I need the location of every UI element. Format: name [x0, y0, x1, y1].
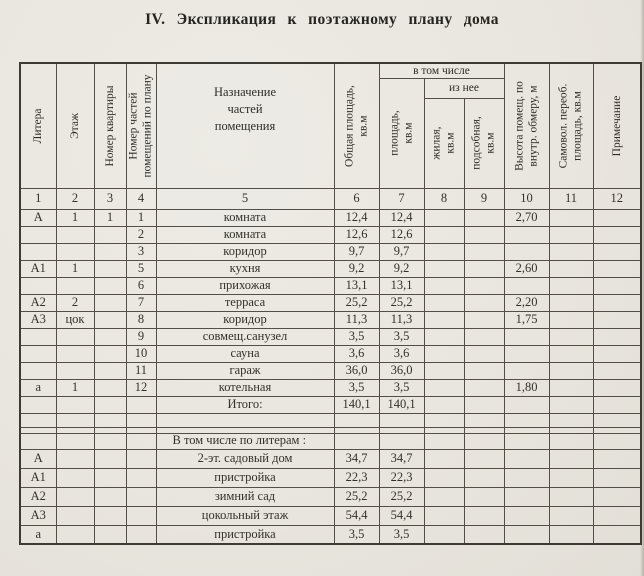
note-cell — [593, 487, 641, 506]
header-area-label: площадь, кв.м — [388, 110, 415, 156]
litera-cell — [20, 345, 56, 362]
page-title: IV. Экспликация к поэтажному плану дома — [145, 11, 499, 28]
litera-cell: а — [20, 525, 56, 544]
table-row — [20, 243, 641, 260]
room-name-cell: сауна — [156, 345, 334, 362]
note-cell — [593, 468, 641, 487]
litera-cell: А — [20, 209, 56, 226]
living-area-cell — [424, 345, 464, 362]
unauthorized-area-cell — [549, 260, 593, 277]
apartment-number-cell — [94, 396, 126, 413]
area-cell: 25,2 — [379, 487, 424, 506]
apartment-number-cell — [94, 311, 126, 328]
unauthorized-area-cell — [549, 468, 593, 487]
room-number-cell — [126, 506, 156, 525]
apartment-number-cell — [94, 379, 126, 396]
area-cell: 25,2 — [379, 294, 424, 311]
floor-cell: 1 — [56, 379, 94, 396]
apartment-number-cell — [94, 277, 126, 294]
note-cell — [593, 379, 641, 396]
column-number: 8 — [424, 188, 464, 209]
living-area-cell — [424, 468, 464, 487]
auxiliary-area-cell — [464, 468, 504, 487]
header-height-label: Высота помещ. по внутр. обмеру, м — [513, 80, 540, 171]
apartment-number-cell — [94, 328, 126, 345]
column-number: 11 — [549, 188, 593, 209]
room-number-cell: 10 — [126, 345, 156, 362]
auxiliary-area-cell — [464, 487, 504, 506]
room-number-cell: 1 — [126, 209, 156, 226]
apartment-number-cell — [94, 260, 126, 277]
living-area-cell — [424, 209, 464, 226]
room-name-cell: совмещ.санузел — [156, 328, 334, 345]
height-cell — [504, 487, 549, 506]
room-name-cell: зимний сад — [156, 487, 334, 506]
table-row — [20, 379, 641, 396]
header-height — [504, 63, 549, 188]
total-area-cell: 9,7 — [334, 243, 379, 260]
header-total-area-label: Общая площадь, кв.м — [343, 84, 370, 167]
apartment-number-cell — [94, 449, 126, 468]
room-number-cell — [126, 525, 156, 544]
table-row — [20, 260, 641, 277]
note-cell — [593, 396, 641, 413]
auxiliary-area-cell — [464, 379, 504, 396]
column-number: 10 — [504, 188, 549, 209]
auxiliary-area-cell — [464, 277, 504, 294]
litera-cell — [20, 396, 56, 413]
room-number-cell: 12 — [126, 379, 156, 396]
unauthorized-area-cell — [549, 226, 593, 243]
room-name-cell: комната — [156, 226, 334, 243]
litera-cell — [20, 328, 56, 345]
room-number-cell — [126, 468, 156, 487]
total-area-cell: 13,1 — [334, 277, 379, 294]
litera-cell — [20, 362, 56, 379]
table-row — [20, 209, 641, 226]
litera-cell — [20, 226, 56, 243]
room-number-cell — [126, 449, 156, 468]
floor-cell — [56, 396, 94, 413]
table-row — [20, 277, 641, 294]
table-row — [20, 311, 641, 328]
area-cell — [379, 433, 424, 449]
room-name-cell: пристройка — [156, 468, 334, 487]
area-cell — [379, 413, 424, 427]
room-number-cell: 7 — [126, 294, 156, 311]
liter-row — [20, 487, 641, 506]
floor-cell — [56, 506, 94, 525]
auxiliary-area-cell — [464, 311, 504, 328]
header-total-area — [334, 63, 379, 188]
room-name-cell: коридор — [156, 311, 334, 328]
room-name-cell: котельная — [156, 379, 334, 396]
apartment-number-cell — [94, 433, 126, 449]
floor-cell — [56, 525, 94, 544]
header-auxiliary-area — [464, 98, 504, 188]
height-cell — [504, 396, 549, 413]
litera-cell: а — [20, 379, 56, 396]
liter-row — [20, 506, 641, 525]
floor-cell — [56, 243, 94, 260]
litera-cell: А2 — [20, 294, 56, 311]
auxiliary-area-cell — [464, 294, 504, 311]
auxiliary-area-cell — [464, 396, 504, 413]
floor-cell — [56, 226, 94, 243]
height-cell — [504, 468, 549, 487]
unauthorized-area-cell — [549, 328, 593, 345]
auxiliary-area-cell — [464, 226, 504, 243]
header-apartment-number-label: Номер квартиры — [103, 85, 116, 167]
height-cell: 2,60 — [504, 260, 549, 277]
column-number: 3 — [94, 188, 126, 209]
empty-row — [20, 413, 641, 427]
auxiliary-area-cell — [464, 506, 504, 525]
height-cell — [504, 226, 549, 243]
header-purpose — [156, 63, 334, 188]
height-cell: 2,20 — [504, 294, 549, 311]
room-number-cell: 2 — [126, 226, 156, 243]
apartment-number-cell — [94, 468, 126, 487]
floor-cell — [56, 468, 94, 487]
height-cell — [504, 525, 549, 544]
note-cell — [593, 311, 641, 328]
table-row — [20, 226, 641, 243]
liter-row — [20, 468, 641, 487]
floor-cell — [56, 433, 94, 449]
room-name-cell: коридор — [156, 243, 334, 260]
auxiliary-area-cell — [464, 413, 504, 427]
height-cell: 1,80 — [504, 379, 549, 396]
total-area-cell — [334, 413, 379, 427]
total-area-cell: 3,5 — [334, 328, 379, 345]
area-cell: 36,0 — [379, 362, 424, 379]
total-area-cell: 140,1 — [334, 396, 379, 413]
apartment-number-cell — [94, 413, 126, 427]
litera-cell — [20, 277, 56, 294]
room-name-cell: цокольный этаж — [156, 506, 334, 525]
area-cell: 12,6 — [379, 226, 424, 243]
floor-cell — [56, 277, 94, 294]
totals-row — [20, 396, 641, 413]
room-name-cell: терраса — [156, 294, 334, 311]
area-cell: 3,5 — [379, 525, 424, 544]
apartment-number-cell — [94, 345, 126, 362]
note-cell — [593, 433, 641, 449]
column-number: 5 — [156, 188, 334, 209]
unauthorized-area-cell — [549, 487, 593, 506]
room-name-cell — [156, 413, 334, 427]
note-cell — [593, 449, 641, 468]
unauthorized-area-cell — [549, 525, 593, 544]
note-cell — [593, 277, 641, 294]
section-label-cell: В том числе по литерам : — [156, 433, 334, 449]
unauthorized-area-cell — [549, 209, 593, 226]
column-number: 12 — [593, 188, 641, 209]
height-cell — [504, 328, 549, 345]
header-unauthorized-label: Самовол. переоб. площадь, кв.м — [557, 83, 584, 169]
living-area-cell — [424, 362, 464, 379]
apartment-number-cell — [94, 506, 126, 525]
living-area-cell — [424, 260, 464, 277]
litera-cell — [20, 433, 56, 449]
litera-cell: А3 — [20, 506, 56, 525]
note-cell — [593, 294, 641, 311]
header-including-group: в том числе — [379, 63, 504, 78]
floor-cell — [56, 362, 94, 379]
table-row — [20, 294, 641, 311]
note-cell — [593, 260, 641, 277]
room-number-cell: 5 — [126, 260, 156, 277]
apartment-number-cell — [94, 226, 126, 243]
header-of-which-group: из нее — [424, 78, 504, 98]
floor-cell: цок — [56, 311, 94, 328]
total-area-cell: 12,6 — [334, 226, 379, 243]
room-name-cell: кухня — [156, 260, 334, 277]
table-row — [20, 328, 641, 345]
room-number-cell: 8 — [126, 311, 156, 328]
header-note-label: Примечание — [610, 95, 623, 157]
room-number-cell — [126, 433, 156, 449]
note-cell — [593, 413, 641, 427]
area-cell: 3,5 — [379, 328, 424, 345]
auxiliary-area-cell — [464, 209, 504, 226]
auxiliary-area-cell — [464, 525, 504, 544]
litera-cell: А — [20, 449, 56, 468]
living-area-cell — [424, 433, 464, 449]
header-room-number — [126, 63, 156, 188]
living-area-cell — [424, 413, 464, 427]
total-area-cell: 25,2 — [334, 294, 379, 311]
height-cell — [504, 243, 549, 260]
header-unauthorized — [549, 63, 593, 188]
column-number: 7 — [379, 188, 424, 209]
litera-cell: А3 — [20, 311, 56, 328]
header-litera-label: Литера — [32, 108, 45, 144]
header-area — [379, 78, 424, 188]
height-cell: 1,75 — [504, 311, 549, 328]
room-name-cell: гараж — [156, 362, 334, 379]
header-living-area — [424, 98, 464, 188]
living-area-cell — [424, 449, 464, 468]
floor-cell — [56, 413, 94, 427]
unauthorized-area-cell — [549, 506, 593, 525]
area-cell: 9,7 — [379, 243, 424, 260]
note-cell — [593, 243, 641, 260]
unauthorized-area-cell — [549, 294, 593, 311]
litera-cell: А1 — [20, 468, 56, 487]
total-area-cell: 54,4 — [334, 506, 379, 525]
floor-cell: 2 — [56, 294, 94, 311]
note-cell — [593, 209, 641, 226]
room-number-cell — [126, 396, 156, 413]
table-header — [20, 63, 641, 188]
total-area-cell: 34,7 — [334, 449, 379, 468]
height-cell — [504, 413, 549, 427]
room-name-cell: пристройка — [156, 525, 334, 544]
living-area-cell — [424, 243, 464, 260]
auxiliary-area-cell — [464, 362, 504, 379]
height-cell — [504, 433, 549, 449]
unauthorized-area-cell — [549, 413, 593, 427]
living-area-cell — [424, 328, 464, 345]
living-area-cell — [424, 277, 464, 294]
header-apartment-number — [94, 63, 126, 188]
unauthorized-area-cell — [549, 362, 593, 379]
apartment-number-cell — [94, 294, 126, 311]
living-area-cell — [424, 379, 464, 396]
area-cell: 3,5 — [379, 379, 424, 396]
apartment-number-cell: 1 — [94, 209, 126, 226]
area-cell: 9,2 — [379, 260, 424, 277]
unauthorized-area-cell — [549, 396, 593, 413]
table-row — [20, 345, 641, 362]
apartment-number-cell — [94, 525, 126, 544]
unauthorized-area-cell — [549, 433, 593, 449]
height-cell — [504, 277, 549, 294]
column-number: 2 — [56, 188, 94, 209]
column-number: 9 — [464, 188, 504, 209]
note-cell — [593, 226, 641, 243]
living-area-cell — [424, 294, 464, 311]
total-area-cell: 3,6 — [334, 345, 379, 362]
room-number-cell: 11 — [126, 362, 156, 379]
litera-cell — [20, 413, 56, 427]
floor-cell — [56, 449, 94, 468]
floor-cell: 1 — [56, 209, 94, 226]
room-name-cell: 2-эт. садовый дом — [156, 449, 334, 468]
header-row-1 — [20, 63, 641, 78]
room-number-cell — [126, 413, 156, 427]
note-cell — [593, 525, 641, 544]
unauthorized-area-cell — [549, 379, 593, 396]
header-note — [593, 63, 641, 188]
height-cell — [504, 506, 549, 525]
room-name-cell: прихожая — [156, 277, 334, 294]
total-area-cell: 3,5 — [334, 525, 379, 544]
area-cell: 140,1 — [379, 396, 424, 413]
unauthorized-area-cell — [549, 243, 593, 260]
living-area-cell — [424, 311, 464, 328]
note-cell — [593, 328, 641, 345]
height-cell — [504, 449, 549, 468]
auxiliary-area-cell — [464, 433, 504, 449]
total-area-cell: 36,0 — [334, 362, 379, 379]
total-area-cell: 22,3 — [334, 468, 379, 487]
header-floor-label: Этаж — [68, 112, 81, 139]
area-cell: 12,4 — [379, 209, 424, 226]
explication-table — [19, 62, 642, 545]
header-purpose-label: Назначение частей помещения — [213, 85, 276, 133]
apartment-number-cell — [94, 243, 126, 260]
area-cell: 22,3 — [379, 468, 424, 487]
header-auxiliary-area-label: подсобная, кв.м — [470, 116, 497, 170]
liter-row — [20, 449, 641, 468]
header-room-number-label: Номер частей помещений по плану — [127, 74, 154, 178]
table-row — [20, 362, 641, 379]
auxiliary-area-cell — [464, 260, 504, 277]
living-area-cell — [424, 487, 464, 506]
area-cell: 34,7 — [379, 449, 424, 468]
header-living-area-label: жилая, кв.м — [430, 126, 457, 160]
litera-cell — [20, 243, 56, 260]
unauthorized-area-cell — [549, 311, 593, 328]
height-cell — [504, 345, 549, 362]
total-area-cell: 12,4 — [334, 209, 379, 226]
height-cell: 2,70 — [504, 209, 549, 226]
note-cell — [593, 506, 641, 525]
auxiliary-area-cell — [464, 328, 504, 345]
table-body — [20, 188, 641, 544]
note-cell — [593, 362, 641, 379]
living-area-cell — [424, 506, 464, 525]
room-number-cell — [126, 487, 156, 506]
total-area-cell: 11,3 — [334, 311, 379, 328]
section-label-row — [20, 433, 641, 449]
total-area-cell: 9,2 — [334, 260, 379, 277]
area-cell: 11,3 — [379, 311, 424, 328]
auxiliary-area-cell — [464, 449, 504, 468]
column-number: 6 — [334, 188, 379, 209]
auxiliary-area-cell — [464, 243, 504, 260]
litera-cell: А2 — [20, 487, 56, 506]
auxiliary-area-cell — [464, 345, 504, 362]
unauthorized-area-cell — [549, 449, 593, 468]
column-number: 1 — [20, 188, 56, 209]
living-area-cell — [424, 226, 464, 243]
living-area-cell — [424, 525, 464, 544]
apartment-number-cell — [94, 487, 126, 506]
room-number-cell: 9 — [126, 328, 156, 345]
floor-cell — [56, 345, 94, 362]
total-area-cell — [334, 433, 379, 449]
column-number: 4 — [126, 188, 156, 209]
total-area-cell: 3,5 — [334, 379, 379, 396]
scan-edge-artifact — [640, 0, 644, 576]
room-name-cell: комната — [156, 209, 334, 226]
apartment-number-cell — [94, 362, 126, 379]
note-cell — [593, 345, 641, 362]
area-cell: 54,4 — [379, 506, 424, 525]
header-floor — [56, 63, 94, 188]
column-numbers-row — [20, 188, 641, 209]
area-cell: 13,1 — [379, 277, 424, 294]
living-area-cell — [424, 396, 464, 413]
totals-label-cell: Итого: — [156, 396, 334, 413]
room-number-cell: 3 — [126, 243, 156, 260]
liter-row — [20, 525, 641, 544]
floor-cell: 1 — [56, 260, 94, 277]
unauthorized-area-cell — [549, 345, 593, 362]
header-litera — [20, 63, 56, 188]
total-area-cell: 25,2 — [334, 487, 379, 506]
height-cell — [504, 362, 549, 379]
room-number-cell: 6 — [126, 277, 156, 294]
unauthorized-area-cell — [549, 277, 593, 294]
area-cell: 3,6 — [379, 345, 424, 362]
floor-cell — [56, 487, 94, 506]
floor-cell — [56, 328, 94, 345]
litera-cell: А1 — [20, 260, 56, 277]
